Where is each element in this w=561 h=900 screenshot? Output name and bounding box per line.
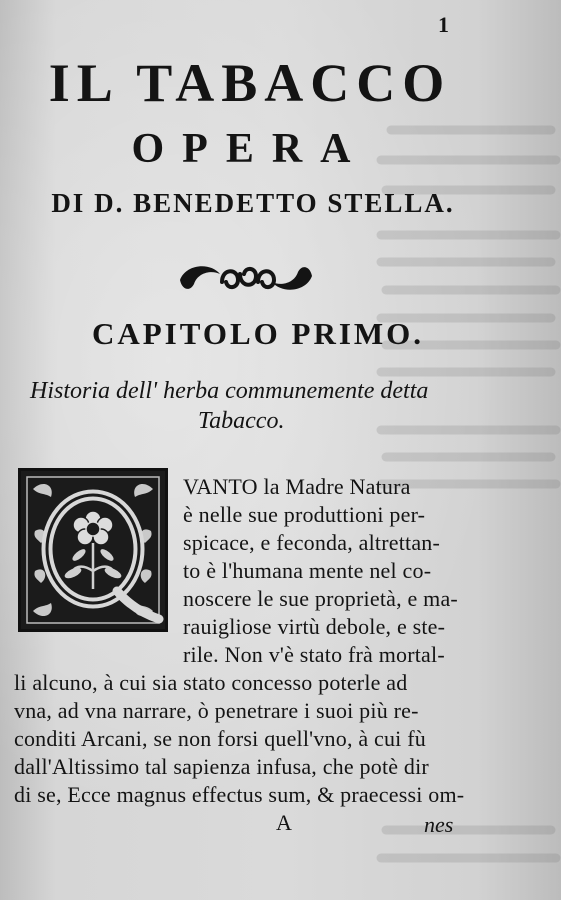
chapter-heading: CAPITOLO PRIMO. [91,316,425,351]
body-line: noscere le sue proprietà, e ma- [183,586,458,611]
body-line: dall'Altissimo tal sapienza infusa, che potè dir [14,754,429,779]
body-line: rile. Non v'è stato frà mortal- [183,642,445,667]
catchword: nes [424,812,454,837]
body-line: to è l'humana mente nel co- [183,558,432,583]
body-line: vna, ad vna narrare, ò penetrare i suoi più re- [14,698,419,723]
author-line: DI D. BENEDETTO STELLA. [51,188,455,218]
signature-mark: A [276,810,292,835]
body-line: di se, Ecce magnus effectus sum, & praecessi om- [14,782,465,807]
body-line: conditi Arcani, se non forsi quell'vno, à cui fù [14,726,426,751]
chapter-subtitle-line-1: Historia dell' herba communemente detta [30,378,429,404]
decorated-initial-q-flower-icon [18,468,168,632]
chapter-subtitle-line-2: Tabacco. [198,408,285,434]
body-line: rauigliose virtù debole, e ste- [183,614,446,639]
page-number: 1 [438,12,449,37]
floral-fleuron-icon [176,258,316,298]
body-line: è nelle sue produttioni per- [183,502,426,527]
book-subtitle-opera: OPERA [131,126,369,172]
book-title: IL TABACCO [48,53,452,113]
body-line: spicace, e feconda, altrettan- [183,530,441,555]
body-line: VANTO la Madre Natura [183,474,411,499]
body-line: li alcuno, à cui sia stato concesso poterle ad [14,670,408,695]
